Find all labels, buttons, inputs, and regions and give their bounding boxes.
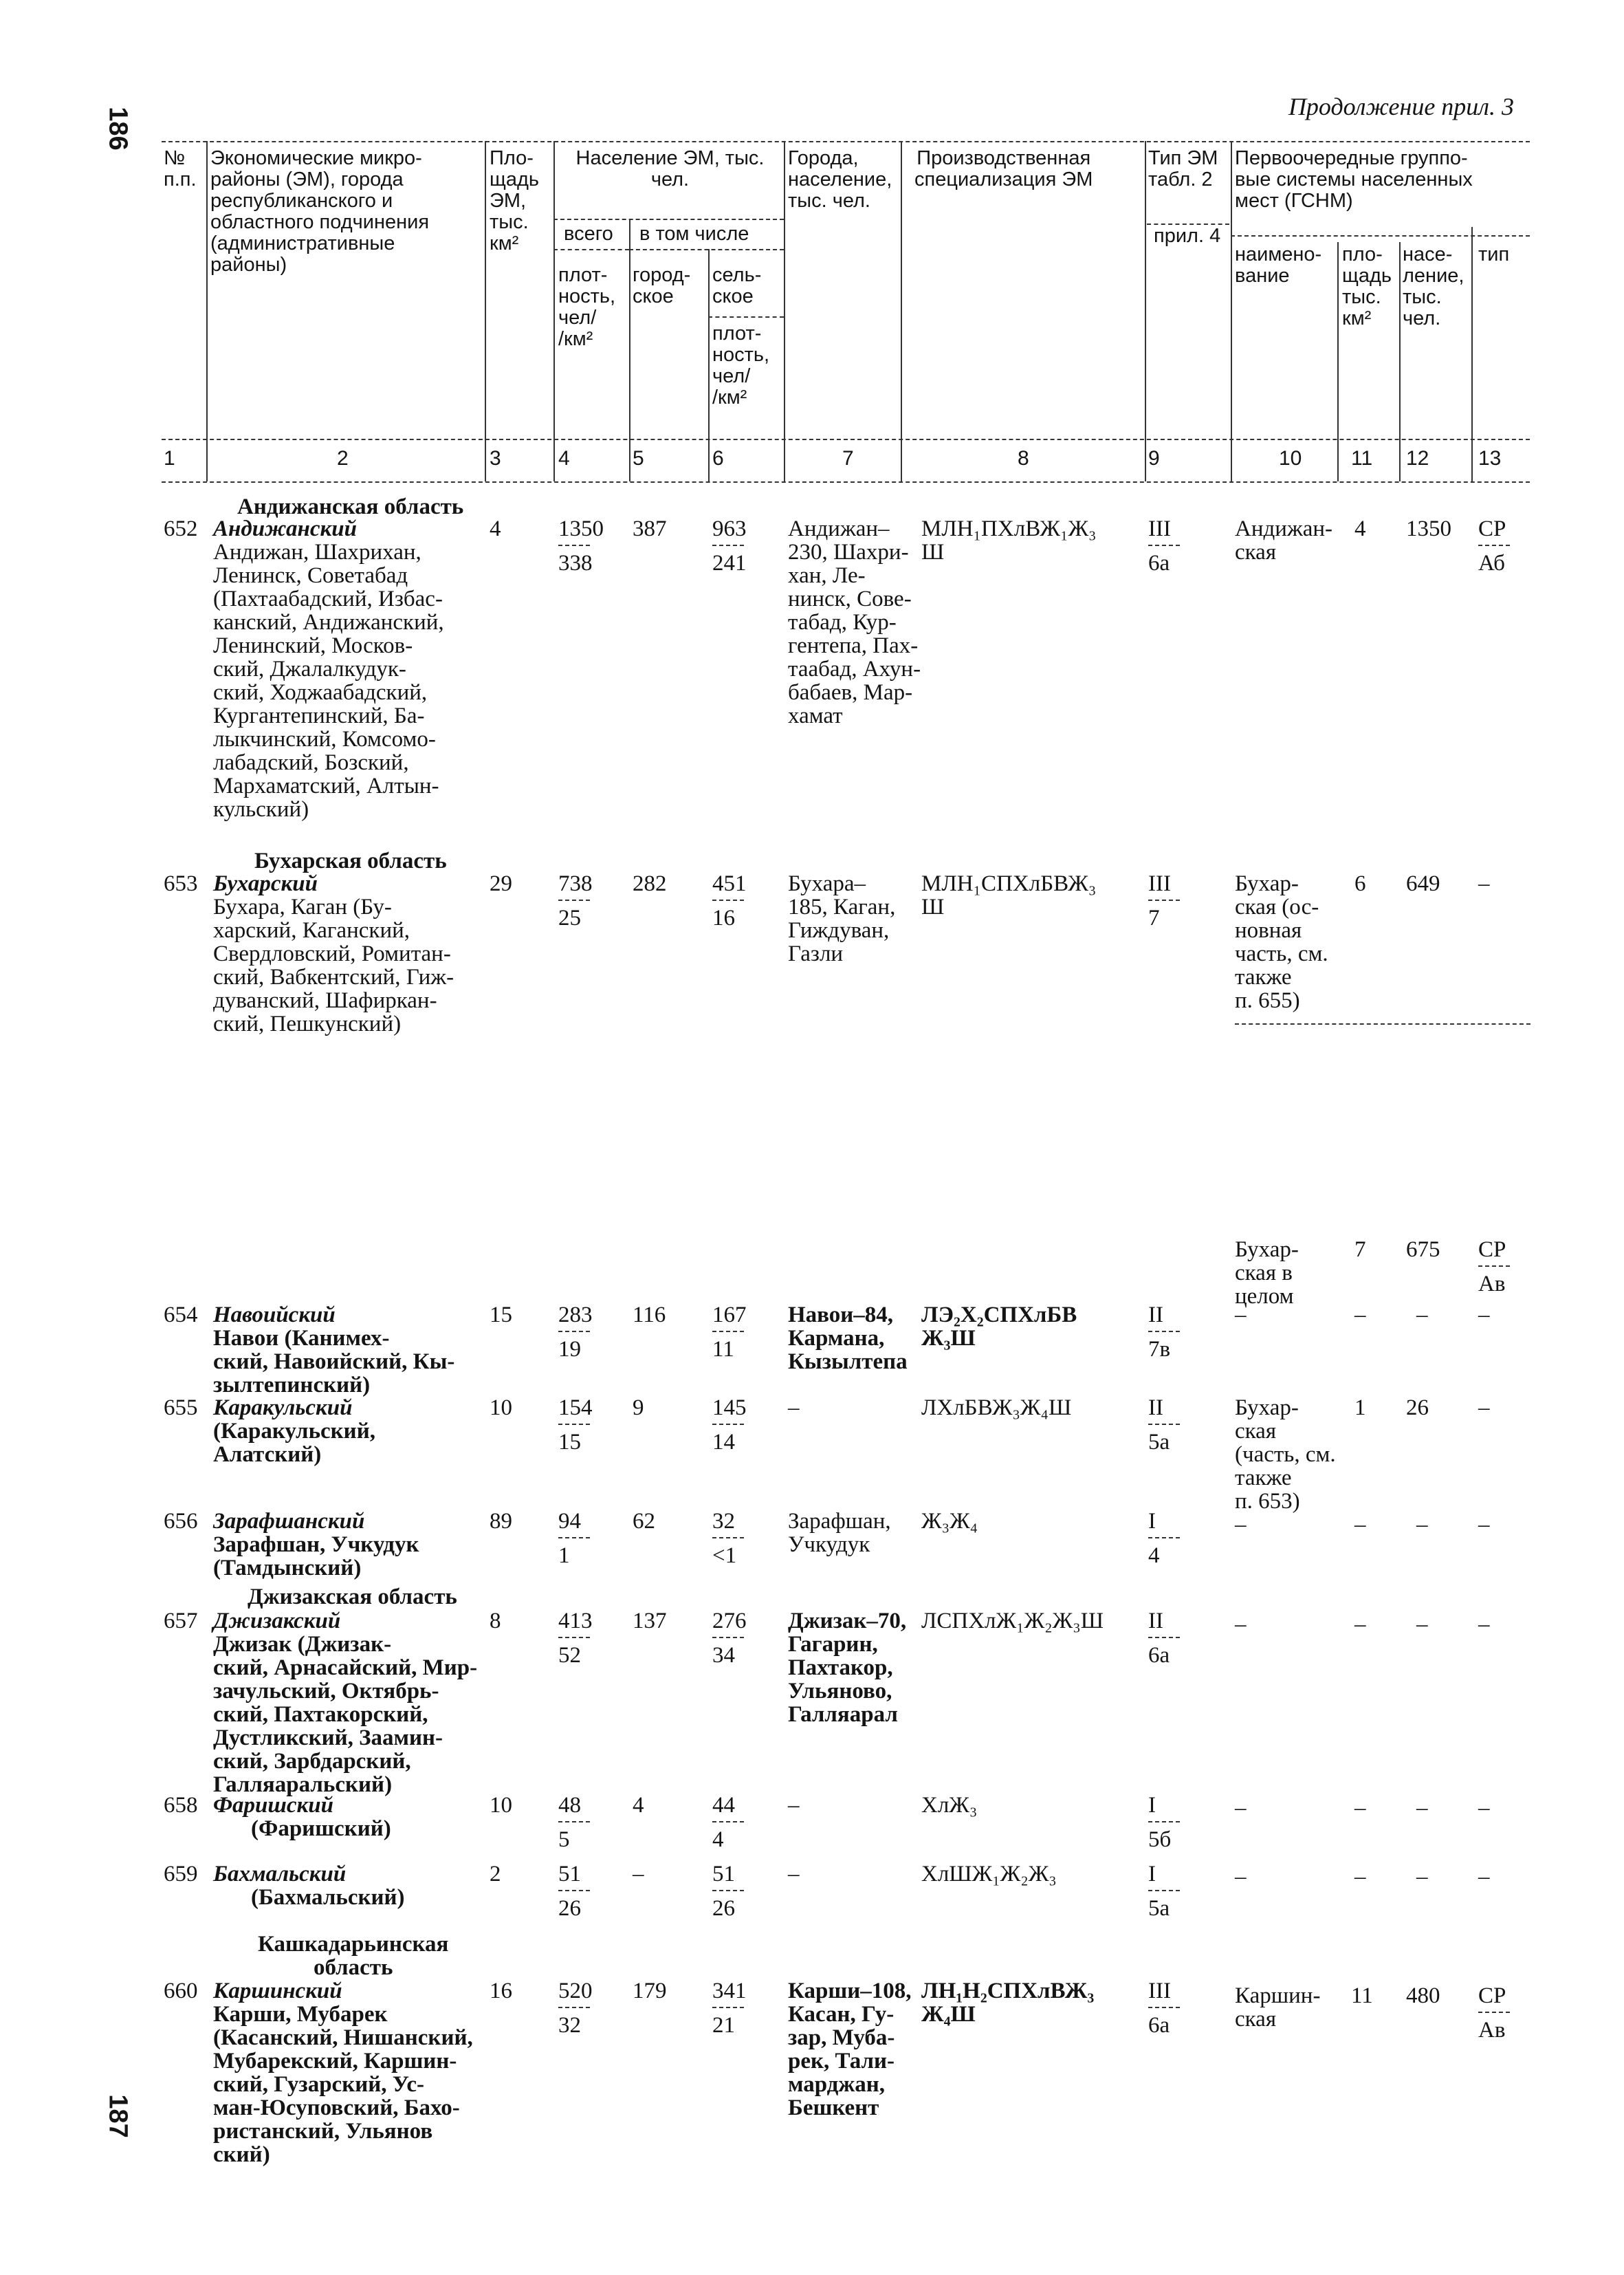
specialization: ЛХлБВЖ₃Ж₄Ш — [921, 1395, 1072, 1420]
cities: – — [788, 1862, 800, 1886]
gsnm-type: – — [1478, 1512, 1490, 1537]
pop-density: 52 — [558, 1643, 581, 1668]
region-title: Андижанская область — [237, 494, 464, 519]
microregion-desc: (Каракульский, Алатский) — [213, 1419, 375, 1467]
gsnm-type: СР — [1478, 1983, 1506, 2008]
microregion-desc: (Бахмальский) — [251, 1885, 405, 1910]
em-type-appendix: 7в — [1148, 1337, 1171, 1362]
microregion-name: Джизакский — [213, 1609, 341, 1633]
area: 89 — [490, 1509, 512, 1534]
region-title: Бухарская область — [254, 849, 447, 873]
cities: Зарафшан, Учкудук — [788, 1509, 891, 1557]
row-number: 657 — [164, 1609, 198, 1633]
gsnm-type: – — [1478, 1303, 1490, 1327]
area: 29 — [490, 871, 512, 896]
col-num: 4 — [558, 447, 570, 470]
cities: Джизак–70, Гагарин, Пахтакор, Ульяново, Галляарал — [788, 1609, 907, 1727]
microregion-name: Зарафшанский — [213, 1509, 365, 1534]
area: 2 — [490, 1862, 501, 1886]
specialization: ЛСПХлЖ₁Ж₂Ж₃Ш — [921, 1609, 1104, 1633]
pop-density: 32 — [558, 2013, 581, 2038]
gsnm-type: – — [1478, 1612, 1490, 1637]
pop-rural: 963 — [712, 516, 747, 541]
gsnm-population: – — [1416, 1303, 1428, 1327]
region-title: Кашкадарьинская область — [258, 1932, 449, 1980]
em-type: II — [1148, 1609, 1163, 1633]
microregion-name: Каракульский — [213, 1395, 353, 1420]
pop-rural: 32 — [712, 1509, 735, 1534]
pop-density: 26 — [558, 1896, 581, 1921]
em-type: III — [1148, 1979, 1171, 2003]
header-gsnm: Первоочередные группо- вые системы населенных мест (ГСНМ) — [1235, 147, 1473, 212]
gsnm-population: 480 — [1406, 1983, 1440, 2008]
specialization: ЛН₁Н₂СПХлВЖ₃ Ж₄Ш — [921, 1979, 1095, 2027]
pop-density: 15 — [558, 1430, 581, 1455]
em-type-appendix: 5а — [1148, 1430, 1170, 1455]
microregion-name: Андижанский — [213, 516, 357, 541]
pop-density: 1 — [558, 1543, 570, 1568]
area: 15 — [490, 1303, 512, 1327]
header-rural: сель- ское — [712, 264, 762, 307]
gsnm-type-sub: Ав — [1478, 1272, 1506, 1296]
em-type-appendix: 5б — [1148, 1827, 1172, 1852]
page-number-left: 186 — [103, 107, 133, 151]
cities: – — [788, 1793, 800, 1818]
specialization: ХлЖ₃ — [921, 1793, 978, 1818]
gsnm-name: – — [1235, 1512, 1247, 1537]
pop-total: 94 — [558, 1509, 581, 1534]
cities: Карши–108, Касан, Гу- зар, Муба- рек, Тали- марджан, Бешкент — [788, 1979, 912, 2120]
rural-density: 241 — [712, 551, 747, 576]
continuation-note: Продолжение прил. 3 — [1288, 93, 1514, 120]
gsnm-area: – — [1354, 1864, 1366, 1889]
gsnm-type: – — [1478, 1864, 1490, 1889]
pop-total: 51 — [558, 1862, 581, 1886]
col-num: 7 — [842, 447, 854, 470]
header-microregion: Экономические микро- районы (ЭМ), города республиканского и областного подчинения (административные районы) — [210, 147, 430, 276]
specialization: ЛЭ₂Х₂СПХлБВ Ж₃Ш — [921, 1303, 1077, 1351]
pop-rural: 44 — [712, 1793, 735, 1818]
row-number: 653 — [164, 871, 198, 896]
area: 10 — [490, 1793, 512, 1818]
rural-density: 14 — [712, 1430, 735, 1455]
pop-total: 520 — [558, 1979, 593, 2003]
pop-density: 25 — [558, 906, 581, 930]
page-number-right: 187 — [103, 2094, 133, 2138]
region-title: Джизакская область — [248, 1585, 457, 1609]
header-density: плот- ность, чел/ /км² — [558, 264, 616, 350]
gsnm-name: Бухар- ская (часть, см. также п. 653) — [1235, 1395, 1336, 1514]
col-num: 3 — [490, 447, 501, 470]
row-number: 654 — [164, 1303, 198, 1327]
header-gsnm-area: пло- щадь тыс. км² — [1342, 243, 1392, 329]
pop-urban: – — [633, 1862, 644, 1886]
em-type: III — [1148, 516, 1171, 541]
header-rural-density: плот- ность, чел/ /км² — [712, 323, 770, 409]
pop-urban: 62 — [633, 1509, 655, 1534]
pop-total: 283 — [558, 1303, 593, 1327]
rural-density: 34 — [712, 1643, 735, 1668]
pop-density: 19 — [558, 1337, 581, 1362]
pop-urban: 179 — [633, 1979, 667, 2003]
cities: Андижан– 230, Шахри- хан, Ле- нинск, Сове- табад, Кур- гентепа, Пах- таабад, Ахун- бабаев, Мар- хамат — [788, 516, 921, 728]
em-type: II — [1148, 1303, 1163, 1327]
header-gsnm-population: насе- ление, тыс. чел. — [1403, 243, 1464, 329]
pop-urban: 387 — [633, 516, 667, 541]
row-number: 655 — [164, 1395, 198, 1420]
microregion-desc: Бухара, Каган (Бу- харский, Каганский, Свердловский, Ромитан- ский, Вабкентский, Гиж- дуванский, Шафиркан- ский, Пешкунский) — [213, 895, 454, 1036]
pop-total: 413 — [558, 1609, 593, 1633]
row-number: 660 — [164, 1979, 198, 2003]
header-population: Население ЭМ, тыс. чел. — [575, 147, 765, 191]
gsnm-population: 26 — [1406, 1395, 1429, 1420]
gsnm-area: – — [1354, 1796, 1366, 1820]
microregion-name: Бахмальский — [213, 1862, 347, 1886]
pop-total: 1350 — [558, 516, 604, 541]
em-type-appendix: 5а — [1148, 1896, 1170, 1921]
col-num: 12 — [1406, 447, 1429, 470]
gsnm-area: 11 — [1351, 1983, 1373, 2008]
row-number: 658 — [164, 1793, 198, 1818]
gsnm-name: – — [1235, 1612, 1247, 1637]
microregion-desc: Андижан, Шахрихан, Ленинск, Советабад (Пахтаабадский, Избас- канский, Андижанский, Ленинский, Москов- ский, Джалалкудук- ский, Ходжаабадский, Кургантепинский, Ба- лыкчинский, Комсомо- лабадский, Бозский, Мархаматский, Алтын- кульский) — [213, 540, 444, 822]
area: 10 — [490, 1395, 512, 1420]
col-num: 13 — [1478, 447, 1502, 470]
gsnm-area: – — [1354, 1303, 1366, 1327]
gsnm-type: СР — [1478, 516, 1506, 541]
col-num: 1 — [164, 447, 175, 470]
col-num: 6 — [712, 447, 724, 470]
pop-rural: 276 — [712, 1609, 747, 1633]
header-specialization: Производственная специализация ЭМ — [914, 147, 1093, 191]
em-type-appendix: 6а — [1148, 1643, 1170, 1668]
gsnm-type-sub: Ав — [1478, 2018, 1506, 2043]
header-type: Тип ЭМ табл. 2 — [1148, 147, 1218, 191]
microregion-desc: Навои (Канимех- ский, Навоийский, Кы- зылтепинский) — [213, 1326, 455, 1397]
col-num: 10 — [1279, 447, 1302, 470]
pop-rural: 167 — [712, 1303, 747, 1327]
em-type-appendix: 7 — [1148, 906, 1160, 930]
header-type-appendix: прил. 4 — [1154, 225, 1221, 247]
gsnm-name: Бухар- ская в целом — [1235, 1237, 1299, 1309]
microregion-name: Бухарский — [213, 871, 318, 896]
gsnm-name: Каршин- ская — [1235, 1983, 1321, 2032]
gsnm-population: 1350 — [1406, 516, 1451, 541]
cities: Навои–84, Кармана, Кызылтепа — [788, 1303, 908, 1374]
gsnm-area: 4 — [1354, 516, 1366, 541]
header-urban: город- ское — [633, 264, 691, 307]
microregion-name: Навоийский — [213, 1303, 336, 1327]
gsnm-population: – — [1416, 1612, 1428, 1637]
microregion-name: Каршинский — [213, 1979, 342, 2003]
col-num: 8 — [1018, 447, 1029, 470]
row-number: 659 — [164, 1862, 198, 1886]
rural-density: 4 — [712, 1827, 724, 1852]
col-num: 9 — [1148, 447, 1160, 470]
specialization: Ж₃Ж₄ — [921, 1509, 978, 1534]
header-number: № п.п. — [164, 147, 197, 191]
pop-urban: 9 — [633, 1395, 644, 1420]
pop-rural: 451 — [712, 871, 747, 896]
microregion-desc: Карши, Мубарек (Касанский, Нишанский, Мубарекский, Каршин- ский, Гузарский, Ус- ман-Юсуповский, Бахо- ристанский, Ульянов ский) — [213, 2002, 473, 2167]
rural-density: 11 — [712, 1337, 734, 1362]
gsnm-type: – — [1478, 871, 1490, 896]
gsnm-name: – — [1235, 1796, 1247, 1820]
pop-density: 338 — [558, 551, 593, 576]
pop-total: 154 — [558, 1395, 593, 1420]
gsnm-population: 649 — [1406, 871, 1440, 896]
em-type-appendix: 4 — [1148, 1543, 1160, 1568]
rural-density: 16 — [712, 906, 735, 930]
col-num: 11 — [1351, 447, 1373, 470]
gsnm-type: – — [1478, 1395, 1490, 1420]
gsnm-name: – — [1235, 1303, 1247, 1327]
header-population-total: всего — [564, 223, 613, 245]
em-type-appendix: 6а — [1148, 551, 1170, 576]
header-including: в том числе — [639, 223, 749, 245]
specialization: МЛН₁СПХлБВЖ₃ Ш — [921, 871, 1097, 919]
gsnm-population: 675 — [1406, 1237, 1440, 1262]
gsnm-population: – — [1416, 1512, 1428, 1537]
header-gsnm-name: наимено- вание — [1235, 243, 1322, 287]
gsnm-type-sub: Аб — [1478, 551, 1505, 576]
gsnm-population: – — [1416, 1864, 1428, 1889]
col-num: 2 — [337, 447, 349, 470]
gsnm-name: Андижан- ская — [1235, 516, 1333, 565]
pop-rural: 341 — [712, 1979, 747, 2003]
gsnm-type: – — [1478, 1796, 1490, 1820]
pop-density: 5 — [558, 1827, 570, 1852]
gsnm-area: 6 — [1354, 871, 1366, 896]
pop-rural: 51 — [712, 1862, 735, 1886]
gsnm-area: 7 — [1354, 1237, 1366, 1262]
gsnm-name: Бухар- ская (ос- новная часть, см. также п. 655) — [1235, 871, 1328, 1013]
gsnm-population: – — [1416, 1796, 1428, 1820]
pop-total: 738 — [558, 871, 593, 896]
rural-density: 26 — [712, 1896, 735, 1921]
em-type: II — [1148, 1395, 1163, 1420]
microregion-desc: Джизак (Джизак- ский, Арнасайский, Мир- зачульский, Октябрь- ский, Пахтакорский, Дустликский, Заамин- ский, Зарбдарский, Галляаральский) — [213, 1632, 478, 1797]
em-type: I — [1148, 1862, 1156, 1886]
specialization: МЛН₁ПХлВЖ₁Ж₃ Ш — [921, 516, 1097, 565]
pop-total: 48 — [558, 1793, 581, 1818]
row-number: 652 — [164, 516, 198, 541]
cities: – — [788, 1395, 800, 1420]
gsnm-type: СР — [1478, 1237, 1506, 1262]
pop-urban: 4 — [633, 1793, 644, 1818]
pop-rural: 145 — [712, 1395, 747, 1420]
microregion-desc: Зарафшан, Учкудук (Тамдынский) — [213, 1532, 419, 1580]
cities: Бухара– 185, Каган, Гиждуван, Газли — [788, 871, 896, 966]
pop-urban: 137 — [633, 1609, 667, 1633]
em-type: III — [1148, 871, 1171, 896]
rural-density: <1 — [712, 1543, 737, 1568]
microregion-desc: (Фаришский) — [251, 1816, 391, 1841]
gsnm-area: – — [1354, 1512, 1366, 1537]
row-number: 656 — [164, 1509, 198, 1534]
header-gsnm-type: тип — [1478, 243, 1510, 265]
em-type: I — [1148, 1509, 1156, 1534]
area: 16 — [490, 1979, 512, 2003]
em-type: I — [1148, 1793, 1156, 1818]
em-type-appendix: 6а — [1148, 2013, 1170, 2038]
specialization: ХлШЖ₁Ж₂Ж₃ — [921, 1862, 1057, 1886]
gsnm-name: – — [1235, 1864, 1247, 1889]
gsnm-area: – — [1354, 1612, 1366, 1637]
pop-urban: 282 — [633, 871, 667, 896]
pop-urban: 116 — [633, 1303, 666, 1327]
rural-density: 21 — [712, 2013, 735, 2038]
header-cities: Города, население, тыс. чел. — [788, 147, 892, 212]
area: 4 — [490, 516, 501, 541]
col-num: 5 — [633, 447, 644, 470]
area: 8 — [490, 1609, 501, 1633]
microregion-name: Фаришский — [213, 1793, 333, 1818]
gsnm-area: 1 — [1354, 1395, 1366, 1420]
header-area: Пло- щадь ЭМ, тыс. км² — [490, 147, 540, 254]
